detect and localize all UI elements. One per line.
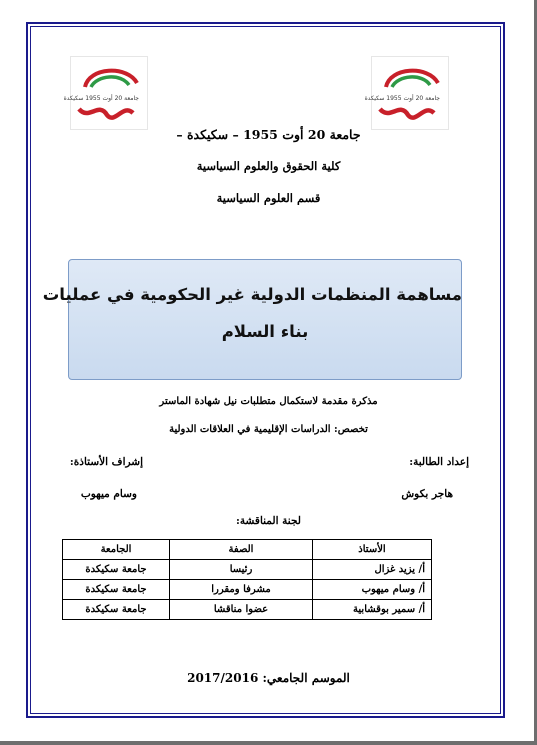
table-row (63, 560, 432, 580)
faculty-name: كلية الحقوق والعلوم السياسية (196, 159, 341, 173)
jury-member-role: رئيسا (170, 560, 313, 580)
thesis-title-line-1: مساهمة المنظمات الدولية غير الحكومية في عمليات (42, 285, 462, 304)
jury-table (62, 539, 432, 620)
jury-member-role: مشرفا ومقررا (170, 580, 313, 600)
university-logo-right (364, 56, 449, 130)
jury-member-name: أ/ يزيد غزال (313, 560, 432, 580)
jury-column-professor: الأستاذ (313, 540, 432, 560)
logo-caption: جامعة 20 أوت 1955 سكيكدة (364, 95, 440, 102)
thesis-specialty: تخصص: الدراسات الإقليمية في العلاقات الدولية (169, 424, 368, 435)
supervisor-name: وسام ميهوب (80, 488, 137, 500)
jury-member-university: جامعة سكيكدة (63, 580, 170, 600)
jury-column-role: الصفة (170, 540, 313, 560)
thesis-title-box (42, 259, 462, 380)
window-edge-bottom (0, 741, 537, 745)
academic-season (0, 671, 537, 685)
academic-season-value: 2017/2016 (187, 671, 259, 685)
jury-member-university: جامعة سكيكدة (63, 600, 170, 620)
thesis-purpose: مذكرة مقدمة لاستكمال متطلبات نيل شهادة الماستر (159, 396, 378, 407)
student-name: هاجر بكوش (401, 488, 453, 500)
table-row (63, 600, 432, 620)
jury-table-header-row (63, 540, 432, 560)
university-logo-left (63, 56, 148, 130)
academic-season-label: الموسم الجامعي: (262, 671, 350, 685)
jury-column-university: الجامعة (63, 540, 170, 560)
jury-member-university: جامعة سكيكدة (63, 560, 170, 580)
table-row (63, 580, 432, 600)
university-name: جامعة 20 أوت 1955 – سكيكدة – (176, 127, 361, 142)
logo-emblem-icon (63, 57, 149, 131)
logo-emblem-icon (364, 57, 450, 131)
thesis-title-line-2: بناء السلام (221, 322, 309, 341)
jury-member-name: أ/ سمير بوقشابية (313, 600, 432, 620)
jury-heading: لجنة المناقشة: (236, 515, 301, 527)
department-name: قسم العلوم السياسية (216, 191, 321, 205)
student-label: إعداد الطالبة: (409, 456, 469, 468)
jury-member-role: عضوا مناقشا (170, 600, 313, 620)
jury-member-name: أ/ وسام ميهوب (313, 580, 432, 600)
logo-caption: جامعة 20 أوت 1955 سكيكدة (63, 95, 139, 102)
supervisor-label: إشراف الأستاذة: (69, 456, 143, 468)
